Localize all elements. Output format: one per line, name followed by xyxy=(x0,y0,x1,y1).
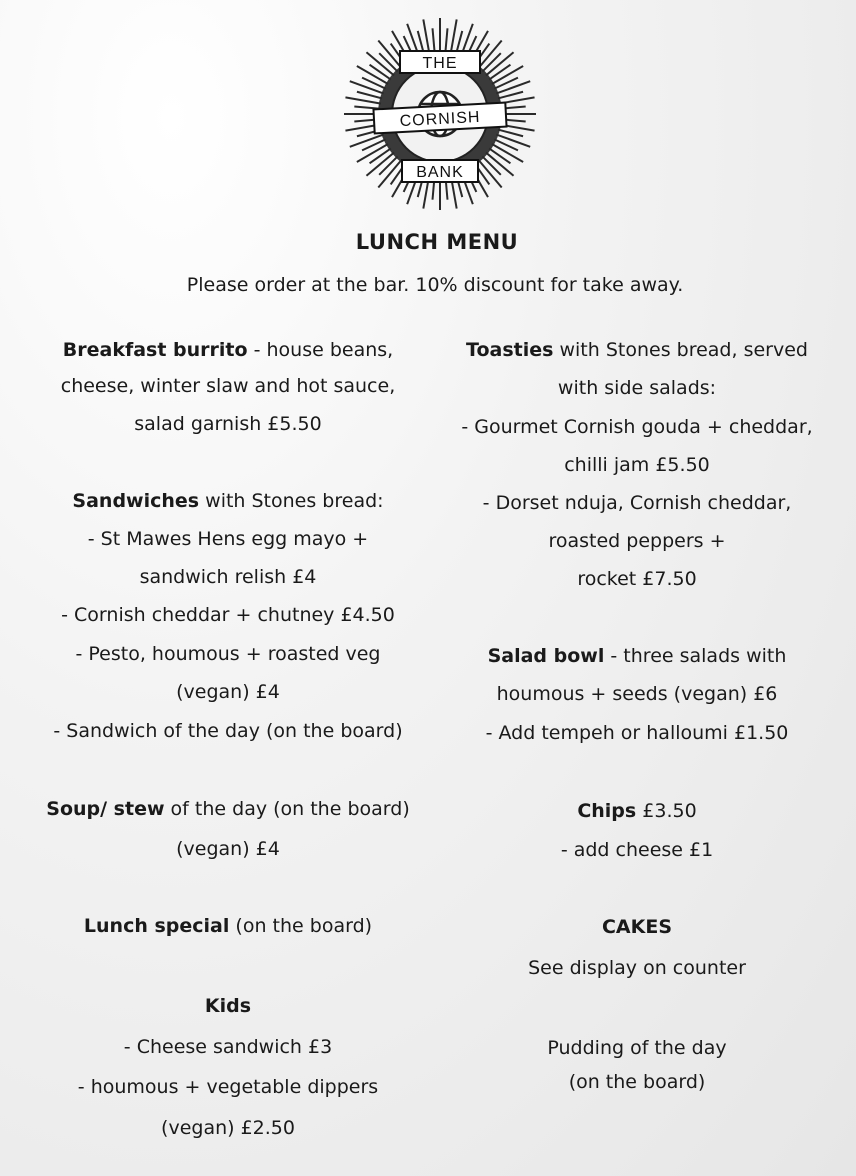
menu-title: LUNCH MENU xyxy=(355,230,519,254)
chips-name: Chips xyxy=(577,800,637,822)
chips-line-1 xyxy=(418,792,856,830)
logo-text-the: THE xyxy=(422,55,458,72)
toasties-item: with side salads: xyxy=(557,377,717,399)
salad-line-1 xyxy=(418,637,856,675)
lunch-special-name: Lunch special xyxy=(83,915,230,937)
salad-line-3: - Add tempeh or halloumi £1.50 xyxy=(485,722,789,744)
soup-line-2: (vegan) £4 xyxy=(176,838,280,860)
toasties-heading xyxy=(418,331,856,369)
burrito-line-1 xyxy=(0,331,456,369)
kids-item: - houmous + vegetable dippers xyxy=(77,1076,379,1098)
salad-name: Salad bowl xyxy=(487,645,605,667)
sandwiches-name: Sandwiches xyxy=(72,490,200,512)
sandwiches-heading xyxy=(0,482,456,520)
kids-heading xyxy=(0,987,456,1025)
menu-subtitle: Please order at the bar. 10% discount for take away. xyxy=(186,274,684,296)
salad-line-2: houmous + seeds (vegan) £6 xyxy=(496,683,778,705)
kids-name: Kids xyxy=(204,995,252,1017)
burrito-desc: - house beans, xyxy=(247,339,394,361)
sandwiches-desc: with Stones bread: xyxy=(199,490,384,512)
toasties-desc: with Stones bread, served xyxy=(553,339,808,361)
chips-price: £3.50 xyxy=(636,800,697,822)
kids-item: (vegan) £2.50 xyxy=(161,1117,295,1139)
toasties-item: rocket £7.50 xyxy=(577,568,697,590)
toasties-name: Toasties xyxy=(466,339,554,361)
toasties-item: roasted peppers + xyxy=(548,530,726,552)
logo-text-cornish: CORNISH xyxy=(399,108,481,131)
cakes-line-2: See display on counter xyxy=(528,957,746,979)
toasties-item: chilli jam £5.50 xyxy=(564,454,710,476)
soup-line-1 xyxy=(0,790,456,828)
salad-desc: - three salads with xyxy=(604,645,787,667)
soup-name: Soup/ stew xyxy=(46,798,165,820)
burrito-name: Breakfast burrito xyxy=(62,339,248,361)
cornish-bank-logo xyxy=(340,14,540,214)
sandwich-item: - Pesto, houmous + roasted veg xyxy=(75,643,381,665)
soup-desc: of the day (on the board) xyxy=(164,798,410,820)
cakes-name: CAKES xyxy=(601,916,673,938)
toasties-item: - Gourmet Cornish gouda + cheddar, xyxy=(461,416,813,438)
sandwich-item: - Cornish cheddar + chutney £4.50 xyxy=(61,604,395,626)
toasties-item: - Dorset nduja, Cornish cheddar, xyxy=(482,492,792,514)
lunch-special-desc: (on the board) xyxy=(229,915,373,937)
lunch-special-line xyxy=(0,907,456,945)
sandwich-item: sandwich relish £4 xyxy=(139,566,317,588)
sandwich-item: (vegan) £4 xyxy=(176,681,280,703)
pudding-line-2: (on the board) xyxy=(568,1071,706,1093)
sandwich-item: - Sandwich of the day (on the board) xyxy=(53,720,403,742)
cakes-heading xyxy=(418,908,856,946)
burrito-line-3: salad garnish £5.50 xyxy=(134,413,322,435)
burrito-line-2: cheese, winter slaw and hot sauce, xyxy=(60,375,396,397)
sandwich-item: - St Mawes Hens egg mayo + xyxy=(87,528,369,550)
chips-line-2: - add cheese £1 xyxy=(560,839,714,861)
kids-item: - Cheese sandwich £3 xyxy=(123,1036,333,1058)
logo-text-bank: BANK xyxy=(416,164,464,181)
pudding-line-1: Pudding of the day xyxy=(547,1037,727,1059)
